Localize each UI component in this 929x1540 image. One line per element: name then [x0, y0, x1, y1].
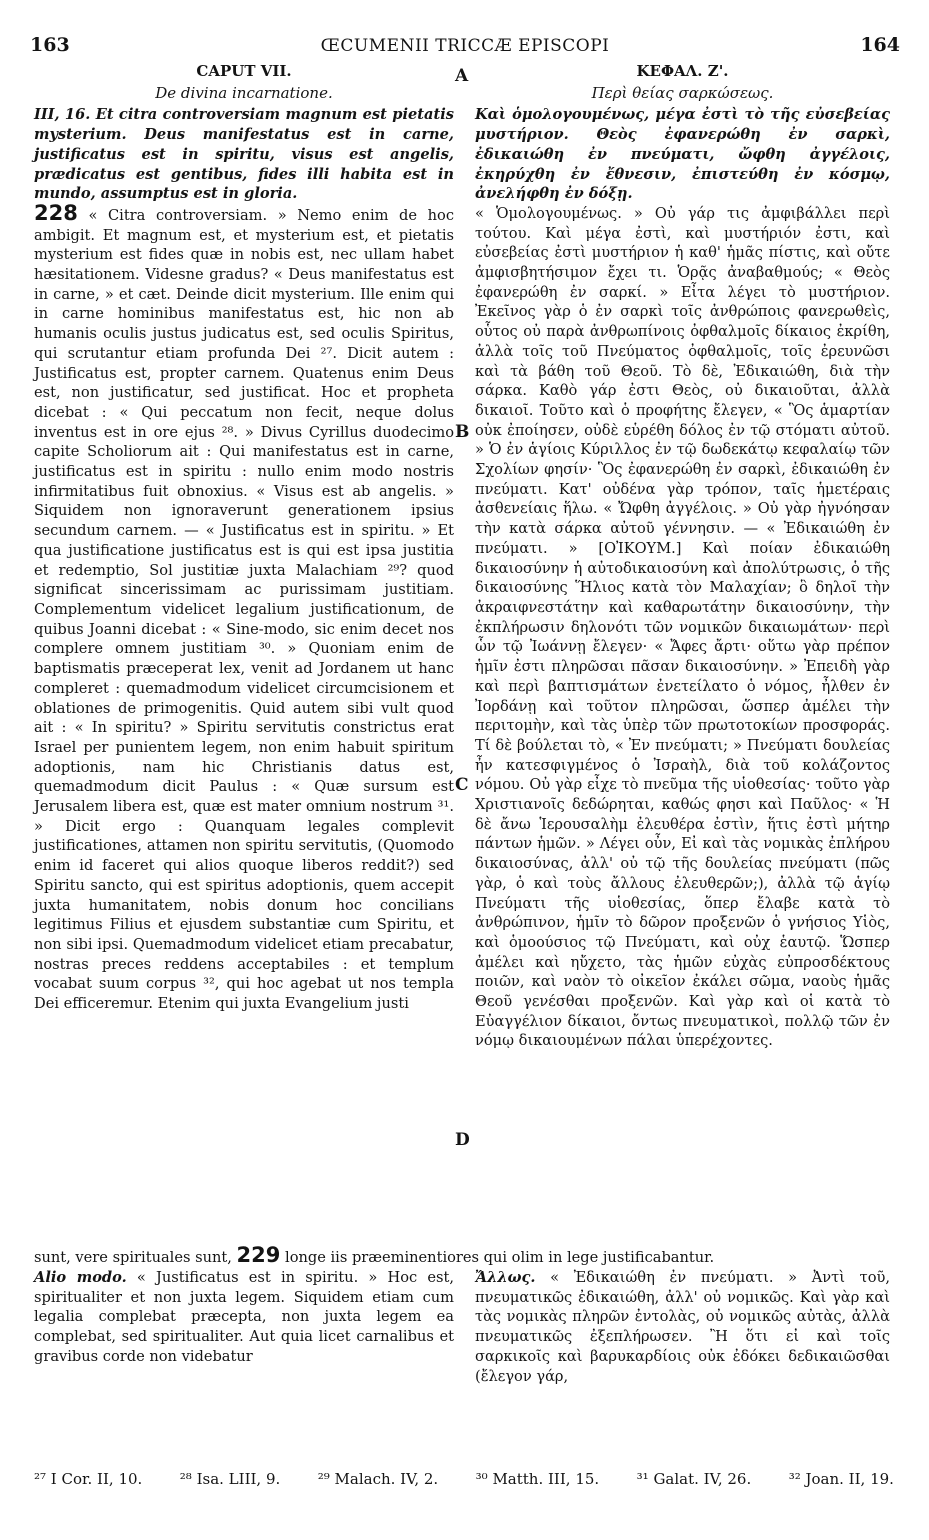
- spanning-line: [34, 1245, 894, 1268]
- running-header: [30, 34, 900, 58]
- page-number-left: 163: [30, 34, 70, 56]
- page-number-right: 164: [860, 34, 900, 56]
- greek-allos-label: Ἄλλως.: [475, 1269, 536, 1286]
- latin-chapter-subtitle: De divina incarnatione.: [155, 83, 333, 102]
- greek-chapter-heading: ΚΕΦΑΛ. Ζ'.: [636, 62, 729, 80]
- footnote-31: ³¹ Galat. IV, 26.: [636, 1470, 752, 1488]
- latin-commentary: [34, 200, 454, 1014]
- column-marker-228: 228: [34, 200, 78, 225]
- footnote-32: ³² Joan. II, 19.: [788, 1470, 894, 1488]
- greek-allos: [475, 1268, 890, 1386]
- column-marker-229: 229: [236, 1243, 281, 1267]
- margin-letter-a: A: [455, 66, 469, 86]
- greek-allos-text: « Ἐδικαιώθη ἐν πνεύματι. » Ἀντὶ τοῦ, πνευματικῶς ἐδικαιώθη, ἀλλ' οὐ νομικῶς. Καὶ γὰρ καὶ τὰς νομικὰς πληρῶν ἐντολὰς, οὐ νομικῶς αὐτὰς, ἀλλὰ πνευματικῶς ἐξεπλήρωσεν. Ἢ ὅτι εἰ καὶ τοῖς σαρκικοῖς καὶ βαρυκαρδίοις οὐκ ἐδόκει δεδικαιῶσθαι (ἔλεγον γάρ,: [475, 1269, 890, 1385]
- footnote-27: ²⁷ I Cor. II, 10.: [34, 1470, 143, 1488]
- latin-alio-modo: [34, 1268, 454, 1367]
- margin-letter-d: D: [455, 1130, 470, 1150]
- greek-chapter-subtitle: Περὶ θείας σαρκώσεως.: [591, 83, 774, 102]
- latin-alio-modo-text: « Justificatus est in spiritu. » Hoc est, spiritualiter et non juxta legem. Siquidem etiam cum legalia complebat præcepta, non juxta legem ea complebat, sed spiritualiter. Aut quia licet carnalibus et gravibus corde non videbatur: [34, 1269, 455, 1365]
- spanning-line-end: longe iis præeminentiores qui olim in lege justificabantur.: [285, 1249, 715, 1266]
- margin-letter-b: B: [455, 422, 470, 442]
- running-title: ŒCUMENII TRICCÆ EPISCOPI: [320, 36, 610, 56]
- footnote-30: ³⁰ Matth. III, 15.: [475, 1470, 600, 1488]
- latin-alio-modo-label: Alio modo.: [34, 1269, 127, 1286]
- footnote-29: ²⁹ Malach. IV, 2.: [317, 1470, 439, 1488]
- greek-commentary: « Ὁμολογουμένως. » Οὐ γάρ τις ἀμφιβάλλει περὶ τούτου. Καὶ μέγα ἐστὶ, καὶ μυστήριόν ἐστι, καὶ εὐσεβείας ἐστὶ μυστήριον ἡ καθ' ἡμᾶς πίστις, καὶ οὔτε ἀμφισβητήσιμον ἔχει τι. Ὁρᾷς ἀναβαθμούς; « Θεὸς ἐφανερώθη ἐν σαρκί. » Εἶτα λέγει τὸ μυστήριον. Ἐκεῖνος γὰρ ὁ ἐν σαρκὶ τοῖς ἀνθρώποις φανερωθεὶς, οὗτος οὐ παρὰ ἀνθρωπίνοις ὀφθαλμοῖς δίκαιος ἐκρίθη, ἀλλὰ τοῖς τοῦ Πνεύματος ὀφθαλμοῖς, τοῖς ἐρευνῶσι καὶ τὰ βάθη τοῦ Θεοῦ. Τὸ δὲ, Ἐδικαιώθη, διὰ τὴν σάρκα. Καθὸ γάρ ἐστι Θεὸς, οὐ δικαιοῦται, ἀλλὰ δικαιοῖ. Τοῦτο καὶ ὁ προφήτης ἔλεγεν, « Ὃς ἁμαρτίαν οὐκ ἐποίησεν, οὐδὲ εὑρέθη δόλος ἐν τῷ στόματι αὐτοῦ. » Ὁ ἐν ἁγίοις Κύριλλος ἐν τῷ δωδεκάτῳ κεφαλαίῳ τῶν Σχολίων φησίν· Ὃς ἐφανερώθη ἐν σαρκὶ, ἐδικαιώθη ἐν πνεύματι. Κατ' οὐδένα γὰρ τρόπον, ταῖς ἡμετέραις ἀσθενείαις ἥλω. « Ὤφθη ἀγγέλοις. » Οὐ γὰρ ἠγνόησαν τὴν κατὰ σάρκα αὐτοῦ γέννησιν. — « Ἐδικαιώθη ἐν πνεύματι. » [ΟἸΚΟΥΜ.] Καὶ ποίαν ἐδικαιώθη δικαιοσύνην ἡ αὐτοδικαιοσύνη καὶ ἀπολύτρωσις, ὁ τῆς δικαιοσύνης Ἥλιος κατὰ τὸν Μαλαχίαν; ὃ δηλοῖ τὴν ἀκραιφνεστάτην καὶ καθαρωτάτην δικαιοσύνην, τὴν ἐκπλήρωσιν δηλονότι τῶν νομικῶν δικαιωμάτων· περὶ ὧν τῷ Ἰωάννῃ ἔλεγεν· « Ἄφες ἄρτι· οὕτω γὰρ πρέπον ἡμῖν ἐστι πληρῶσαι πᾶσαν δικαιοσύνην. » Ἐπειδὴ γὰρ καὶ περὶ βαπτισμάτων ἐνετείλατο ὁ νόμος, ἦλθεν ἐν Ἰορδάνῃ καὶ τοῦτον πληρῶσαι, ὥσπερ ἀμέλει τὴν περιτομὴν, καὶ τὰς ὑπὲρ τῶν πρωτοτοκίων προσφοράς. Τί δὲ βούλεται τὸ, « Ἐν πνεύματι; » Πνεύματι δουλείας ἦν κατεσφιγμένος ὁ Ἰσραὴλ, διὰ τοῦ κολάζοντος νόμου. Οὐ γὰρ εἶχε τὸ πνεῦμα τῆς υἱοθεσίας· τοῦτο γὰρ Χριστιανοῖς δεδώρηται, καθώς φησι καὶ Παῦλος· « Ἡ δὲ ἄνω Ἱερουσαλὴμ ἐλευθέρα ἐστὶν, ἥτις ἐστὶ μήτηρ πάντων ἡμῶν. » Λέγει οὖν, Εἰ καὶ τὰς νομικὰς ἐπλήρου δικαιοσύνας, ἀλλ' οὐ τῷ τῆς δουλείας πνεύματι (πῶς γὰρ, ὁ καὶ τοὺς ἄλλους ἐλευθερῶν;), ἀλλὰ τῷ ἁγίῳ Πνεύματι τῆς υἱοθεσίας, ὅπερ ἔλαβε κατὰ τὸ ἀνθρώπινον, ἡμῖν τὸ δῶρον προξενῶν ὁ γνήσιος Υἱὸς, καὶ ὁμοούσιος τῷ Πνεύματι, καὶ οὐχ ἑαυτῷ. Ὥσπερ ἀμέλει καὶ ηὔχετο, τὰς ἡμῶν εὐχὰς εὐπροσδέκτους ποιῶν, καὶ ναὸν τὸ οἰκεῖον ἐκάλει σῶμα, ναοὺς ἡμᾶς Θεοῦ γενέσθαι προξενῶν. Καὶ γὰρ καὶ οἱ κατὰ τὸ Εὐαγγέλιον δίκαιοι, ὄντως πνευματικοὶ, πολλῷ τῶν ἐν νόμῳ δικαιουμένων πάλαι ὑπερέχοντες.: [475, 204, 890, 1050]
- footnotes: [34, 1470, 894, 1488]
- greek-column: [475, 62, 890, 1051]
- latin-scripture-lemma: III, 16. Et citra controversiam magnum est pietatis mysterium. Deus manifestatus est in carne, justificatus est in spiritu, visus est angelis, prædicatus est gentibus, fides illi habita est in mundo, assumptus est in gloria.: [34, 106, 454, 203]
- margin-letter-c: C: [455, 775, 469, 795]
- spanning-line-start: sunt, vere spirituales sunt,: [34, 1249, 232, 1266]
- latin-commentary-text: « Citra controversiam. » Nemo enim de hoc ambigit. Et magnum est, et mysterium est, et pietatis mysterium est fides quæ in nobis est, nec ullam habet hæsitationem. Videsne gradus? « Deus manifestatus est in carne, » et cæt. Deinde dicit mysterium. Ille enim qui in carne hominibus manifestatus est, hic non ab humanis oculis justus judicatus est, sed oculis Spiritus, qui scrutantur etiam profunda Dei ²⁷. Dicit autem : Justificatus est, propter carnem. Quatenus enim Deus est, non justificatur, sed justificat. Hoc et propheta dicebat : « Qui peccatum non fecit, neque dolus inventus est in ore ejus ²⁸. » Divus Cyrillus duodecimo capite Scholiorum ait : Qui manifestatus est in carne, justificatus est in spiritu : nullo enim modo nostris infirmitatibus fuit obnoxius. « Visus est ab angelis. » Siquidem non ignoraverunt generationem ipsius secundum carnem. — « Justificatus est in spiritu. » Et qua justificatione justificatus est is qui est ipsa justitia et redemptio, Sol justitiæ juxta Malachiam ²⁹? quod significat sincerissimam ac purissimam justitiam. Complementum videlicet legalium justificationum, de quibus Joanni dicebat : « Sine-modo, sic enim decet nos complere omnem justitiam ³⁰. » Quoniam enim de baptismatis præceperat lex, venit ad Jordanem ut hanc compleret : quemadmodum videlicet circumcisionem et oblationes de primogenitis. Quid autem sibi vult quod ait : « In spiritu? » Spiritu servitutis constrictus erat Israel per punientem legem, non enim habuit spiritum adoptionis, nam hic Christianis datus est, quemadmodum dicit Paulus : « Quæ sursum est Jerusalem libera est, quæ est mater omnium nostrum ³¹. » Dicit ergo : Quanquam legales complevit justificationes, attamen non spiritu servitutis, (Quomodo enim id faceret qui alios quoque liberos reddit?) sed Spiritu sancto, qui est spiritus adoptionis, quem accepit juxta humanitatem, nobis donum hoc concilians legitimus Filius et ejusdem substantiæ cum Spiritu, et non sibi ipsi. Quemadmodum videlicet etiam precabatur, nostras preces reddens acceptabiles : et templum vocabat suum corpus ³², qui hoc agebat ut nos templa Dei efficeremur. Etenim qui juxta Evangelium justi: [34, 206, 454, 1013]
- footnote-28: ²⁸ Isa. LIII, 9.: [179, 1470, 281, 1488]
- latin-column: [34, 62, 454, 1014]
- latin-chapter-heading: CAPUT VII.: [196, 62, 292, 80]
- greek-scripture-lemma: Καὶ ὁμολογουμένως, μέγα ἐστὶ τὸ τῆς εὐσεβείας μυστήριον. Θεὸς ἐφανερώθη ἐν σαρκὶ, ἐδικαιώθη ἐν πνεύματι, ὤφθη ἀγγέλοις, ἐκηρύχθη ἐν ἔθνεσιν, ἐπιστεύθη ἐν κόσμῳ, ἀνελήφθη ἐν δόξῃ.: [475, 106, 890, 203]
